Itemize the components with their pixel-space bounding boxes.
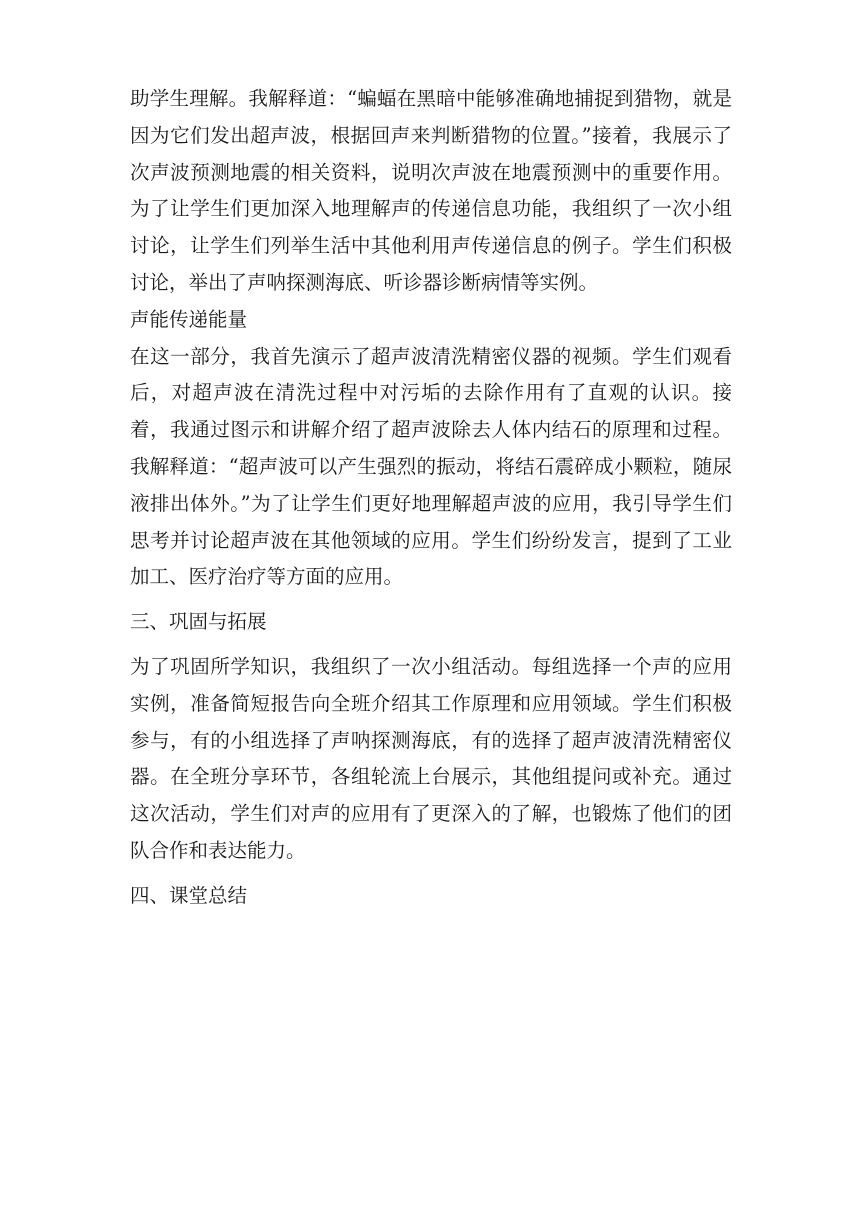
section-heading-consolidation: 三、巩固与拓展 [130,610,267,634]
section-heading-summary: 四、课堂总结 [130,883,248,907]
paragraph-ultrasound-cleaning: 在这一部分，我首先演示了超声波清洗精密仪器的视频。学生们观看后，对超声波在清洗过程中对污垢的去除作用有了直观的认识。接着，我通过图示和讲解介绍了超声波除去人体内结石的原理和过程。我解释道：“超声波可以产生强烈的振动，将结石震碎成小颗粒，随尿液排出体外。”为了让学生们更好地理解超声波的应用，我引导学生们思考并讨论超声波在其他领域的应用。学生们纷纷发言，提到了工业加工、医疗治疗等方面的应用。 [130,344,732,589]
paragraph-group-activity: 为了巩固所学知识，我组织了一次小组活动。每组选择一个声的应用实例，准备简短报告向全班介绍其工作原理和应用领域。学生们积极参与，有的小组选择了声呐探测海底，有的选择了超声波清洗精密仪器。在全班分享环节，各组轮流上台展示，其他组提问或补充。通过这次活动，学生们对声的应用有了更深入的了解，也锻炼了他们的团队合作和表达能力。 [130,654,732,862]
document-body [130,81,732,915]
paragraph-echolocation-discussion: 助学生理解。我解释道：“蝙蝠在黑暗中能够准确地捕捉到猎物，就是因为它们发出超声波，根据回声来判断猎物的位置。”接着，我展示了次声波预测地震的相关资料，说明次声波在地震预测中的重要作用。为了让学生们更加深入地理解声的传递信息功能，我组织了一次小组讨论，让学生们列举生活中其他利用声传递信息的例子。学生们积极讨论，举出了声呐探测海底、听诊器诊断病情等实例。 [130,87,732,294]
subheading-sound-transmits-energy: 声能传递能量 [130,307,248,331]
